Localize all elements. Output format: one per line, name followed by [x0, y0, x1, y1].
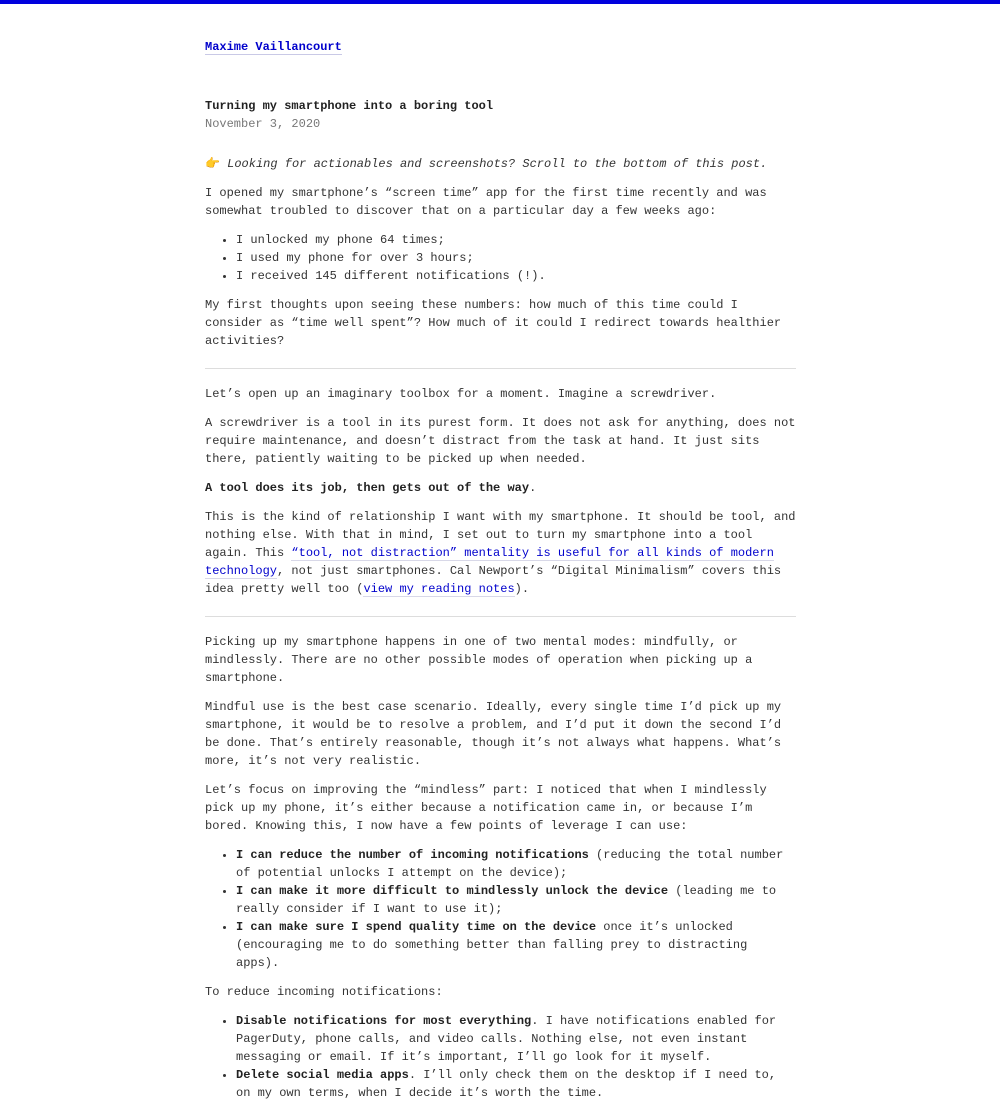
paragraph-4: A screwdriver is a tool in its purest form. It does not ask for anything, does not require maintenance, and doesn’t distract from the task at hand. It just sits there, patiently waiting to be picked up when needed. — [205, 416, 796, 466]
paragraph-5 — [205, 479, 796, 497]
paragraph-6-text-c: ). — [514, 582, 530, 596]
reading-notes-link[interactable]: view my reading notes — [363, 582, 515, 596]
lever-title: I can make it more difficult to mindlessly unlock the device — [236, 884, 669, 898]
lever-text: (leading me to really consider if I want to use it); — [236, 884, 777, 916]
site-author-link[interactable]: Maxime Vaillancourt — [205, 40, 342, 54]
paragraph-8: Mindful use is the best case scenario. Ideally, every single time I’d pick up my smartphone, it would be to resolve a problem, and I’d put it down the second I’d be done. That’s entirely reasonable, though it’s not always what happens. What’s more, it’s not very realistic. — [205, 700, 782, 768]
action-text: . I have notifications enabled for PagerDuty, phone calls, and video calls. Nothing else, not even instant messaging or email. If it’s important, I’ll go look for it myself. — [236, 1014, 777, 1064]
section-divider — [205, 368, 796, 369]
lever-text: once it’s unlocked (encouraging me to do something better than falling prey to distracting apps). — [236, 920, 748, 970]
list-item: • I received 145 different notifications (!). — [236, 267, 796, 285]
list-item — [236, 846, 796, 882]
post-date: November 3, 2020 — [205, 117, 321, 131]
pointing-hand-icon: 👉 — [205, 157, 220, 171]
paragraph-2: My first thoughts upon seeing these numbers: how much of this time could I consider as “time well spent”? How much of it could I redirect towards healthier activities? — [205, 298, 782, 348]
paragraph-7: Picking up my smartphone happens in one of two mental modes: mindfully, or mindlessly. There are no other possible modes of operation when picking up a smartphone. — [205, 635, 753, 685]
section-divider — [205, 616, 796, 617]
levers-list — [205, 846, 796, 972]
list-item — [236, 1012, 796, 1066]
list-item — [236, 918, 796, 972]
paragraph-3: Let’s open up an imaginary toolbox for a moment. Imagine a screwdriver. — [205, 387, 717, 401]
paragraph-9: Let’s focus on improving the “mindless” part: I noticed that when I mindlessly pick up my phone, it’s either because a notification came in, or because I’m bored. Knowing this, I now have a few points of leverage I can use: — [205, 783, 767, 833]
list-item — [236, 1066, 796, 1102]
action-title: Disable notifications for most everything — [236, 1014, 532, 1028]
list-item — [236, 882, 796, 918]
lever-title: I can make sure I spend quality time on the device — [236, 920, 597, 934]
tool-not-distraction-link[interactable]: “tool, not distraction” mentality is useful for all kinds of modern technology — [205, 546, 774, 578]
paragraph-6 — [205, 508, 796, 598]
paragraph-10: To reduce incoming notifications: — [205, 985, 443, 999]
paragraph-6-text-b: , not just smartphones. Cal Newport’s “Digital Minimalism” covers this idea pretty well too ( — [205, 564, 782, 596]
list-item: • I unlocked my phone 64 times; — [236, 231, 796, 249]
site-header — [205, 38, 796, 56]
list-item: • I used my phone for over 3 hours; — [236, 249, 796, 267]
paragraph-1: I opened my smartphone’s “screen time” app for the first time recently and was somewhat troubled to discover that on a particular day a few weeks ago: — [205, 186, 767, 218]
paragraph-5-end: . — [529, 481, 537, 495]
page-content — [205, 38, 796, 1102]
lever-text: (reducing the total number of potential unlocks I attempt on the device); — [236, 848, 784, 880]
top-accent-bar — [0, 0, 1000, 4]
key-statement: A tool does its job, then gets out of the way — [205, 481, 530, 495]
action-text: . I’ll only check them on the desktop if I need to, on my own terms, when I decide it’s worth the time. — [236, 1068, 777, 1100]
intro-text: Looking for actionables and screenshots? Scroll to the bottom of this post. — [227, 157, 768, 171]
post-title: Turning my smartphone into a boring tool — [205, 99, 494, 113]
actions-list — [205, 1012, 796, 1102]
action-title: Delete social media apps — [236, 1068, 409, 1082]
intro-note — [205, 155, 796, 173]
paragraph-6-text-a: This is the kind of relationship I want with my smartphone. It should be tool, and nothing else. With that in mind, I set out to turn my smartphone into a tool again. This — [205, 510, 796, 560]
stats-list — [205, 231, 796, 285]
lever-title: I can reduce the number of incoming notifications — [236, 848, 589, 862]
